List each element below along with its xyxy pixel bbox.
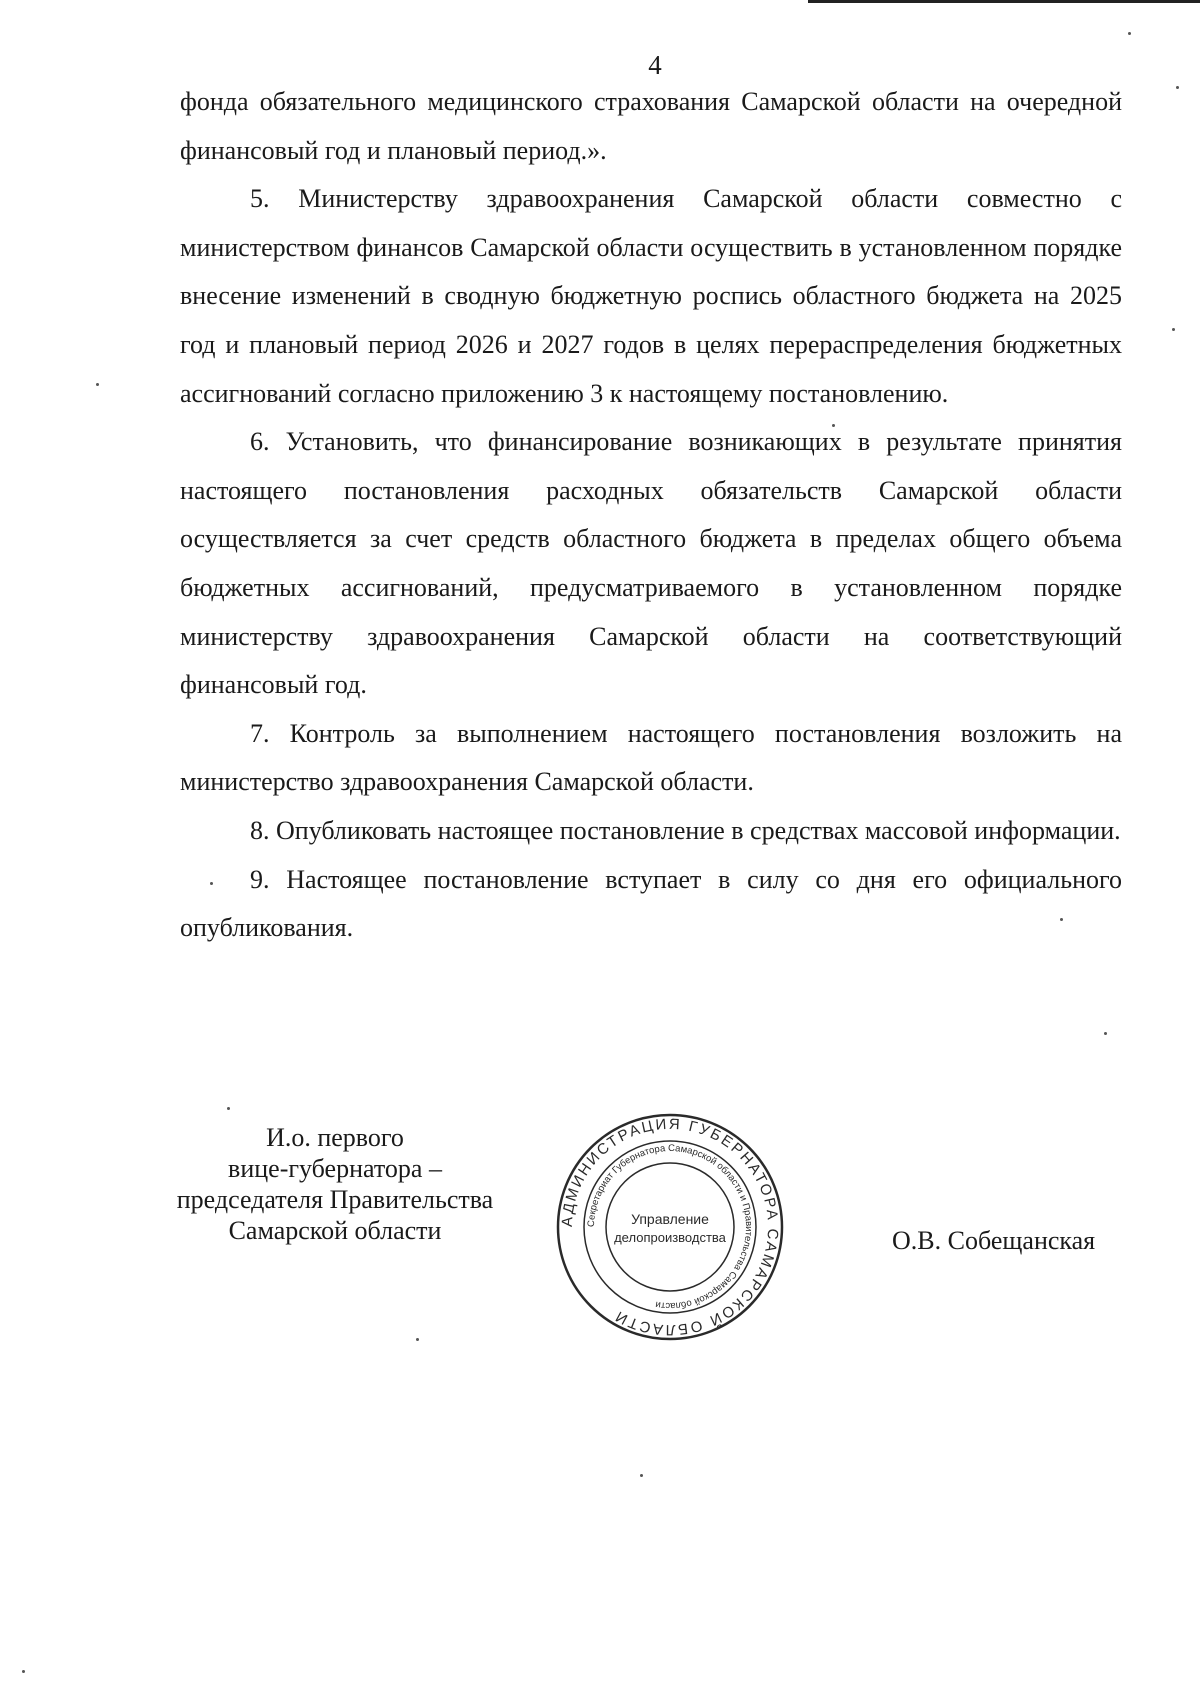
paragraph-item-6: 6. Установить, что финансирование возникающих в результате принятия настоящего постановления расходных обязательств Самарской области осуществляется за счет средств областного бюджета в пределах общего объема бюджетных ассигнований, предусматриваемого в установленном порядке министерству здравоохранения Самарской области на соответствующий финансовый год. (180, 427, 1122, 700)
stamp-seal (555, 1112, 785, 1342)
scan-speck (640, 1474, 643, 1477)
stamp-middle-text: Секретариат Губернатора Самарской области и Правительства Самарской области (585, 1142, 755, 1312)
scan-speck (227, 1107, 230, 1110)
top-edge-rule (808, 0, 1200, 3)
stamp-inner-ring (606, 1163, 734, 1291)
scan-speck (1104, 1032, 1107, 1035)
scan-speck (416, 1338, 419, 1341)
stamp-outer-text: АДМИНИСТРАЦИЯ ГУБЕРНАТОРА САМАРСКОЙ ОБЛАСТИ (558, 1115, 782, 1339)
paragraph-item-5: 5. Министерству здравоохранения Самарской области совместно с министерством финансов Самарской области осуществить в установленном порядке внесение изменений в сводную бюджетную роспись областного бюджета на 2025 год и плановый период 2026 и 2027 годов в целях перераспределения бюджетных ассигнований согласно приложению 3 к настоящему постановлению. (180, 184, 1122, 408)
scan-speck (210, 882, 213, 885)
scan-speck (1128, 32, 1131, 35)
stamp-center-line: делопроизводства (614, 1230, 726, 1245)
scan-speck (96, 383, 99, 386)
signatory-title-line: вице-губернатора – (228, 1154, 442, 1183)
signatory-title-line: И.о. первого (266, 1123, 404, 1152)
scan-speck (832, 424, 835, 427)
scan-speck (22, 1670, 25, 1673)
scan-speck (1060, 918, 1063, 921)
paragraph-item-7: 7. Контроль за выполнением настоящего постановления возложить на министерство здравоохранения Самарской области. (180, 718, 1122, 797)
scan-speck (1176, 86, 1179, 89)
signatory-title-line: Самарской области (228, 1216, 442, 1245)
stamp-middle-ring (584, 1141, 756, 1313)
signatory-title (150, 1122, 520, 1246)
page-number: 4 (648, 50, 662, 80)
stamp-center-line: Управление (631, 1211, 709, 1227)
paragraph-item-9: 9. Настоящее постановление вступает в силу со дня его официального опубликования. (180, 864, 1122, 943)
document-body (180, 78, 1122, 953)
scan-speck (1172, 328, 1175, 331)
paragraph-continuation: фонда обязательного медицинского страхования Самарской области на очередной финансовый год и плановый период.». (180, 87, 1122, 165)
official-stamp (555, 1112, 785, 1342)
signatory-name: О.В. Собещанская (892, 1226, 1096, 1255)
paragraph-item-8: 8. Опубликовать настоящее постановление в средствах массовой информации. (250, 815, 1121, 845)
signatory-title-line: председателя Правительства (176, 1185, 494, 1214)
